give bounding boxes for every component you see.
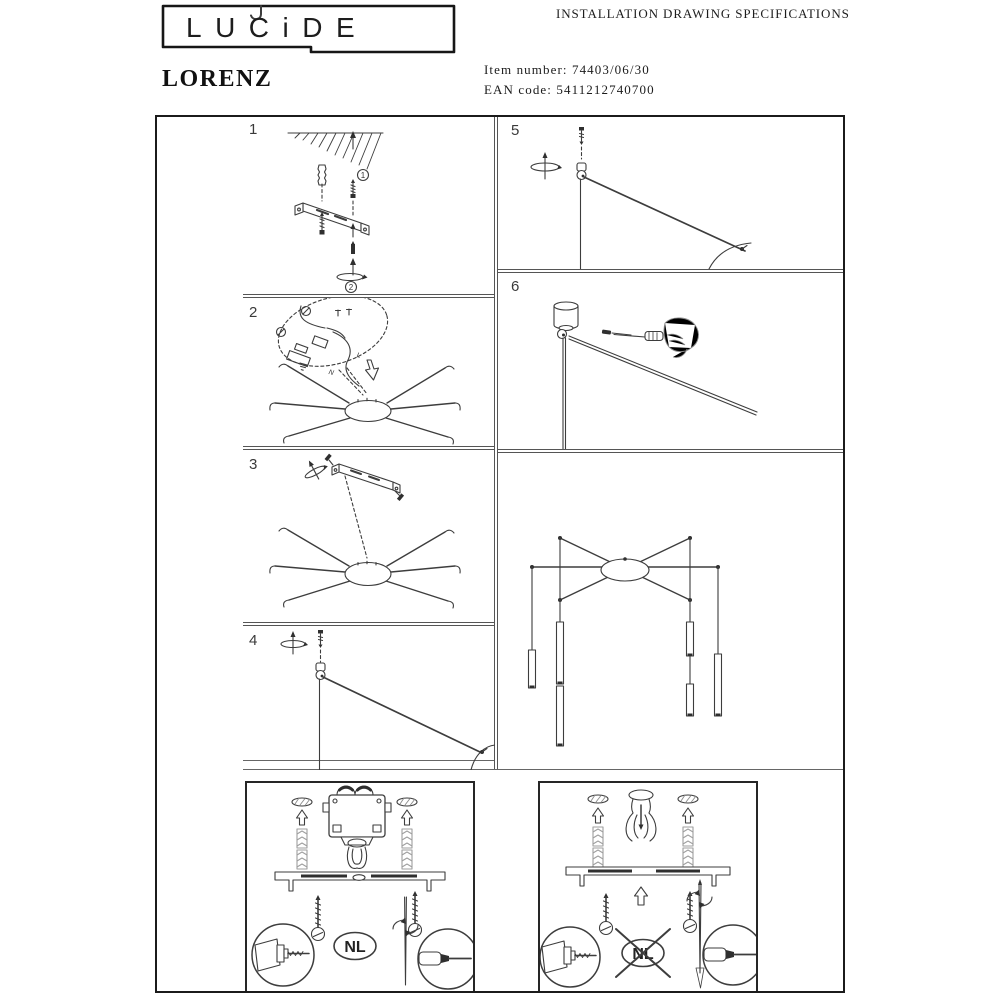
mounting-bracket-icon	[325, 454, 405, 501]
item-number-label: Item number:	[484, 62, 568, 77]
step6-drawing	[499, 273, 843, 449]
arrow-up-icon	[683, 808, 694, 823]
step3-number: 3	[249, 456, 258, 473]
wall-plug-icon	[683, 827, 693, 867]
step1-drawing	[243, 117, 495, 294]
arrow-up-icon	[635, 887, 648, 905]
screw-icon	[312, 895, 325, 941]
canopy-with-arms-icon	[270, 364, 460, 444]
rotate-tighten-icon	[281, 631, 308, 654]
arrow-up-icon	[593, 808, 604, 823]
screw-icon	[579, 127, 584, 159]
terminal-n-label: N	[327, 369, 335, 378]
mounting-bracket-icon	[275, 872, 445, 891]
ceiling-hatch-icon	[288, 133, 383, 169]
nl-region-label: NL	[632, 946, 654, 963]
arrow-up-icon	[297, 810, 308, 825]
screwdriver-badge	[418, 929, 473, 989]
mounting-bracket-icon	[295, 203, 369, 235]
hardware-panel-nl	[245, 781, 475, 991]
screw-icon	[684, 891, 697, 933]
step1-number: 1	[249, 121, 258, 138]
strain-relief-claw-icon	[626, 790, 656, 841]
hardware-nl-drawing	[247, 783, 473, 990]
terminal-l-label: L	[356, 352, 362, 360]
ean-code-line	[484, 82, 655, 98]
nl-region-crossed-badge	[616, 929, 670, 977]
step2-number: 2	[249, 304, 258, 321]
junction-box-icon	[323, 786, 391, 868]
strain-relief-claw-icon	[347, 847, 366, 868]
nl-region-label: NL	[344, 939, 366, 956]
callout-1-badge	[358, 170, 369, 181]
ean-code-label: EAN code:	[484, 82, 553, 97]
canopy-with-arms-icon	[270, 528, 460, 608]
svg-text:2: 2	[348, 283, 354, 292]
canopy-edge-icon	[709, 243, 751, 269]
canopy-cylinder-icon	[554, 302, 578, 339]
hardware-non-nl-drawing	[540, 783, 756, 990]
wall-plug-icon	[593, 827, 603, 867]
arrow-down-icon	[366, 360, 379, 380]
washer-icon	[588, 795, 608, 803]
lucide-logo	[160, 2, 460, 56]
step5-number: 5	[511, 122, 520, 139]
screw-icon	[409, 891, 422, 937]
finished-luminaire-drawing	[499, 453, 843, 770]
step6-number: 6	[511, 278, 520, 295]
product-name: LORENZ	[162, 66, 273, 92]
svg-text:1: 1	[360, 171, 366, 180]
drill-badge	[252, 924, 314, 986]
step5-drawing	[499, 117, 843, 269]
wall-plug-icon	[402, 829, 412, 869]
nl-region-badge	[334, 933, 376, 960]
washer-icon	[292, 798, 312, 806]
screwdriver-badge	[703, 925, 756, 985]
callout-2-badge	[346, 282, 357, 293]
logo-text: LUCiDE	[186, 12, 369, 43]
screw-icon	[351, 223, 356, 254]
washer-icon	[678, 795, 698, 803]
spec-title: INSTALLATION DRAWING SPECIFICATIONS	[556, 6, 850, 21]
step4-number: 4	[249, 632, 258, 649]
screw-icon	[351, 179, 356, 215]
hardware-panel-non-nl	[538, 781, 758, 991]
screw-icon	[318, 630, 323, 662]
rotate-tighten-icon	[337, 258, 368, 281]
screw-icon	[600, 893, 613, 935]
step2-drawing	[243, 298, 495, 446]
mounting-bracket-icon	[566, 867, 730, 886]
hand-with-tool-icon	[614, 318, 698, 358]
step3-drawing	[243, 450, 495, 622]
wall-plug-icon	[297, 829, 307, 869]
rotate-tighten-icon	[531, 152, 562, 179]
item-number-value: 74403/06/30	[571, 62, 650, 77]
ean-code-value: 5411212740700	[556, 82, 655, 97]
item-number-line	[484, 62, 650, 78]
drill-badge	[540, 927, 600, 987]
wall-plug-icon	[318, 165, 326, 201]
pendant-tubes	[529, 622, 722, 746]
washer-icon	[397, 798, 417, 806]
arrow-up-icon	[402, 810, 413, 825]
step4-drawing	[243, 626, 495, 770]
